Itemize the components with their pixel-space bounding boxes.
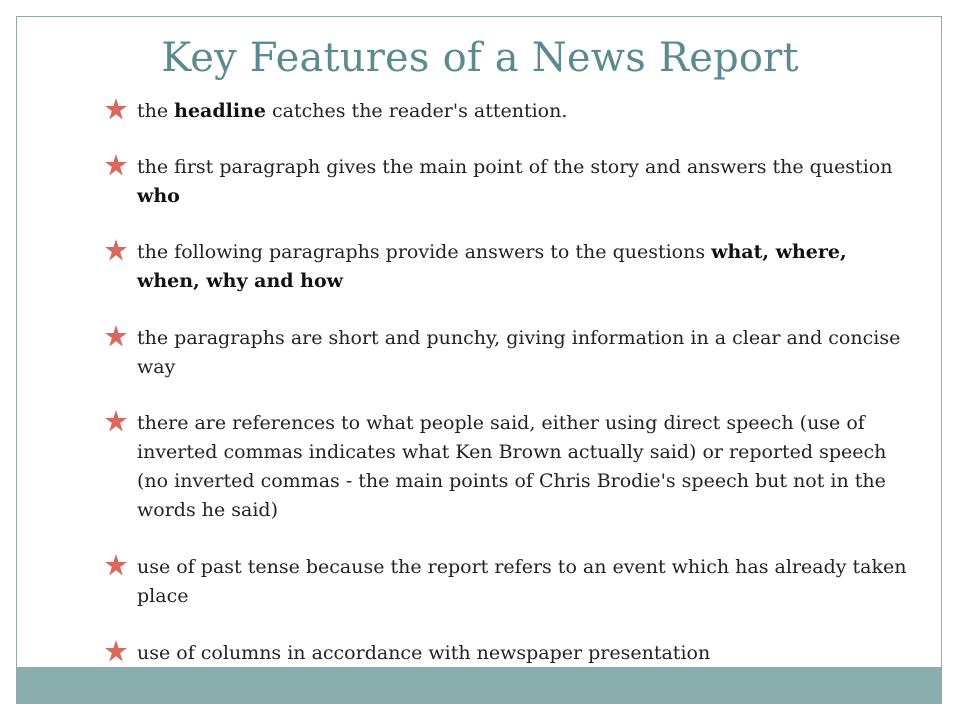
emphasis: what, where, when, why and how bbox=[137, 241, 847, 292]
star-icon bbox=[104, 238, 128, 262]
slide-title: Key Features of a News Report bbox=[161, 35, 799, 81]
footer-band bbox=[17, 667, 941, 703]
feature-list bbox=[17, 17, 941, 703]
star-icon bbox=[104, 409, 128, 433]
star-icon bbox=[104, 97, 128, 121]
list-item-text: the headline catches the reader's attention. bbox=[137, 100, 568, 122]
list-item-text: there are references to what people said, either using direct speech (use of inverted commas indicates what Ken Brown actually said) or reported speech (no inverted commas - the main points of Chris Brodie's speech but not in the words he said) bbox=[137, 412, 887, 521]
star-icon bbox=[104, 553, 128, 577]
star-icon bbox=[104, 639, 128, 663]
emphasis: who bbox=[137, 185, 180, 207]
list-item-text: use of columns in accordance with newspaper presentation bbox=[137, 642, 711, 664]
list-item-text: the paragraphs are short and punchy, giving information in a clear and concise way bbox=[137, 327, 901, 378]
list-item-text: use of past tense because the report refers to an event which has already taken place bbox=[137, 556, 907, 607]
emphasis: headline bbox=[174, 100, 266, 122]
slide bbox=[16, 16, 942, 704]
list-item-text: the first paragraph gives the main point of the story and answers the question who bbox=[137, 156, 893, 207]
star-icon bbox=[104, 324, 128, 348]
list-item-text: the following paragraphs provide answers to the questions what, where, when, why and how bbox=[137, 241, 847, 292]
star-icon bbox=[104, 153, 128, 177]
